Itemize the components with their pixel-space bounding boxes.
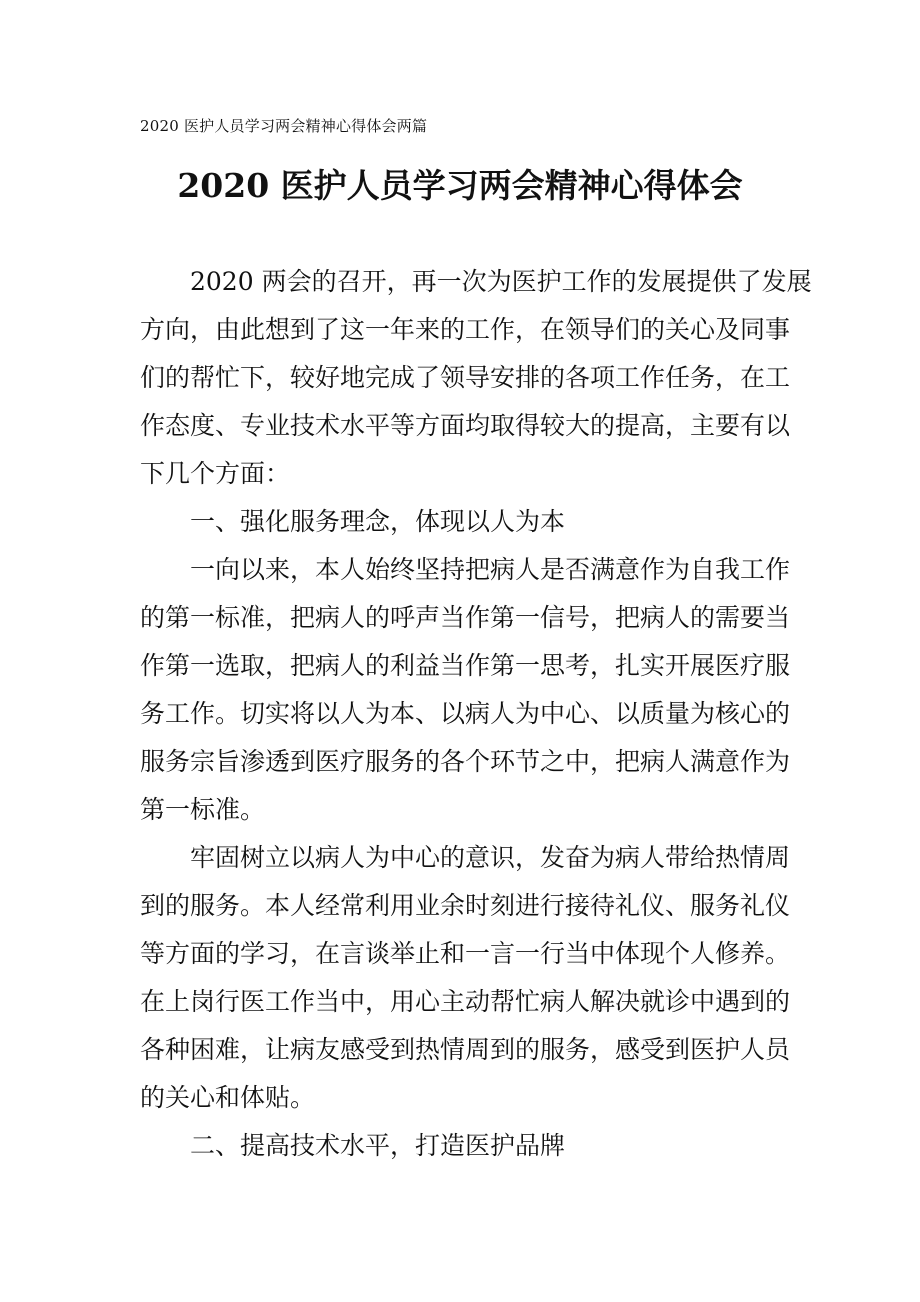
- paragraph-line: 下几个方面：: [140, 459, 291, 488]
- paragraph-line: 务工作。切实将以人为本、以病人为中心、以质量为核心的: [140, 699, 791, 728]
- paragraph-line: 牢固树立以病人为中心的意识，发奋为病人带给热情周: [190, 843, 791, 872]
- paragraph-line: 2020 两会的召开，再一次为医护工作的发展提供了发展: [190, 267, 812, 296]
- document-title: 2020 医护人员学习两会精神心得体会: [177, 166, 743, 205]
- paragraph-line: 一向以来，本人始终坚持把病人是否满意作为自我工作: [190, 555, 791, 584]
- paragraph-line: 作第一选取，把病人的利益当作第一思考，扎实开展医疗服: [140, 651, 791, 680]
- paragraph-line: 方向，由此想到了这一年来的工作，在领导们的关心及同事: [140, 315, 791, 344]
- paragraph-line: 的关心和体贴。: [140, 1083, 316, 1112]
- section-heading-2: 二、提高技术水平，打造医护品牌: [190, 1131, 566, 1160]
- paragraph-line: 们的帮忙下，较好地完成了领导安排的各项工作任务，在工: [140, 363, 791, 392]
- paragraph-line: 各种困难，让病友感受到热情周到的服务，感受到医护人员: [140, 1035, 791, 1064]
- paragraph-line: 作态度、专业技术水平等方面均取得较大的提高，主要有以: [140, 411, 791, 440]
- paragraph-line: 服务宗旨渗透到医疗服务的各个环节之中，把病人满意作为: [140, 747, 791, 776]
- header-note: 2020 医护人员学习两会精神心得体会两篇: [140, 117, 428, 135]
- paragraph-line: 在上岗行医工作当中，用心主动帮忙病人解决就诊中遇到的: [140, 987, 791, 1016]
- paragraph-line: 第一标准。: [140, 795, 266, 824]
- paragraph-line: 的第一标准，把病人的呼声当作第一信号，把病人的需要当: [140, 603, 791, 632]
- paragraph-line: 等方面的学习，在言谈举止和一言一行当中体现个人修养。: [140, 939, 791, 968]
- section-heading-1: 一、强化服务理念，体现以人为本: [190, 507, 566, 536]
- paragraph-line: 到的服务。本人经常利用业余时刻进行接待礼仪、服务礼仪: [140, 891, 791, 920]
